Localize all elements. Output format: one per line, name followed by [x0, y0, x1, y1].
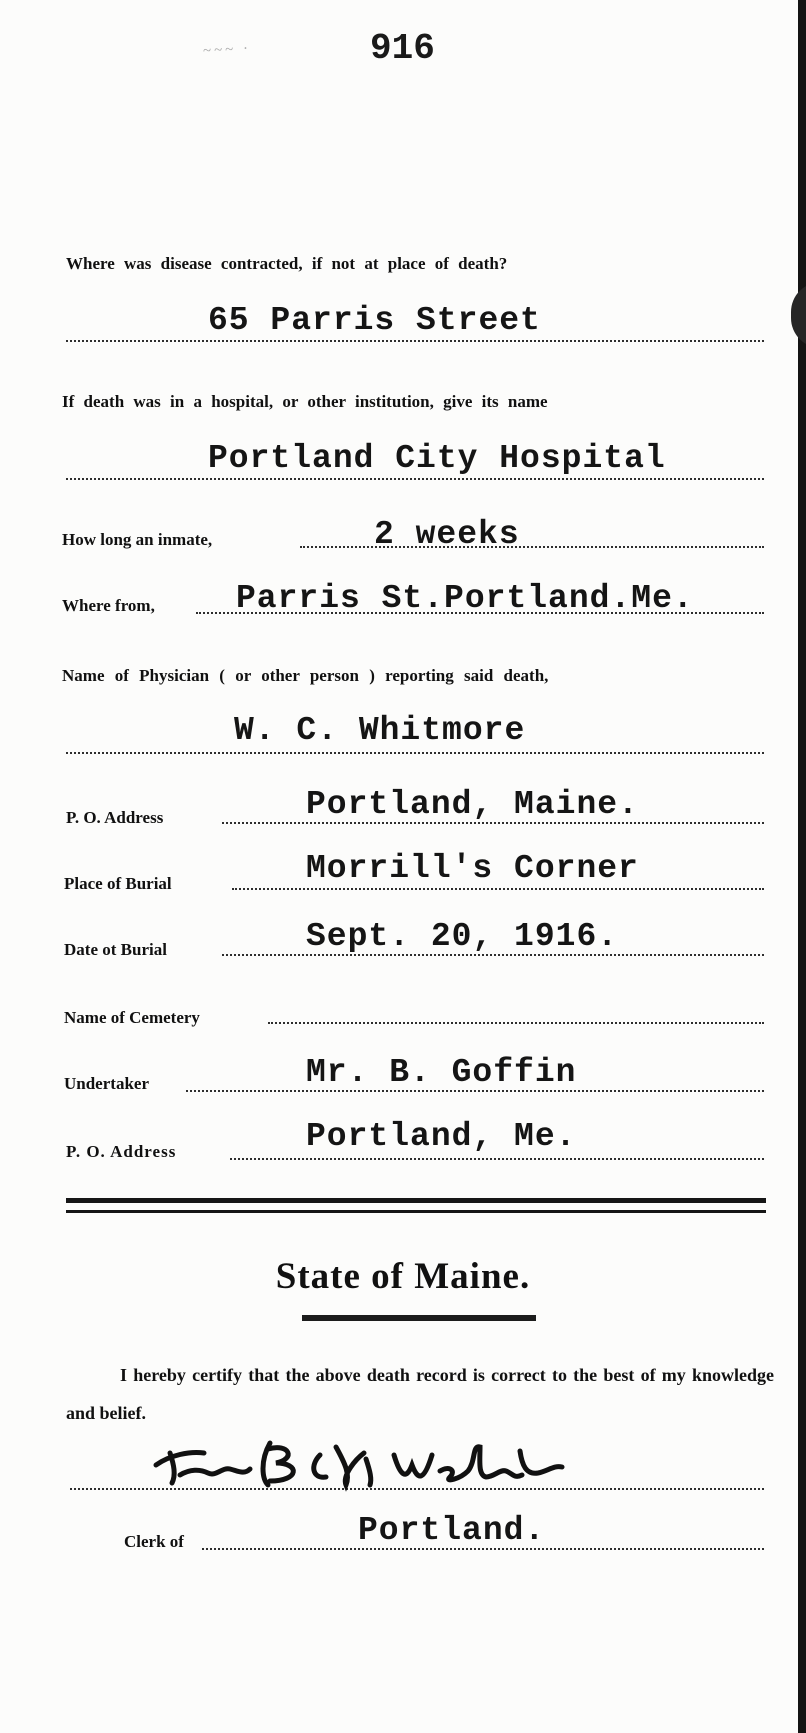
- physician-value: W. C. Whitmore: [234, 712, 526, 749]
- hospital-value: Portland City Hospital: [208, 440, 666, 477]
- hospital-label: If death was in a hospital, or other institution, give its name: [62, 392, 548, 411]
- clerk-label: Clerk of: [124, 1532, 184, 1551]
- faded-stamp-mark: ~~~ ·: [202, 40, 252, 60]
- separator-rule-top: [66, 1198, 766, 1203]
- scan-edge-border: [798, 0, 806, 1733]
- handwritten-signature: [150, 1425, 570, 1495]
- date-of-burial-label: Date ot Burial: [64, 940, 167, 959]
- disease-contracted-line: [66, 340, 764, 342]
- date-of-burial-value: Sept. 20, 1916.: [306, 918, 619, 955]
- undertaker-address-line: [230, 1158, 764, 1160]
- disease-contracted-value: 65 Parris Street: [208, 302, 541, 339]
- physician-address-value: Portland, Maine.: [306, 786, 639, 823]
- place-of-burial-label: Place of Burial: [64, 874, 172, 893]
- inmate-duration-value: 2 weeks: [374, 516, 520, 553]
- disease-contracted-label: Where was disease contracted, if not at place of death?: [66, 254, 508, 273]
- undertaker-address-value: Portland, Me.: [306, 1118, 577, 1155]
- certification-statement: I hereby certify that the above death record is correct to the best of my knowledge and belief.: [66, 1365, 774, 1423]
- physician-address-label: P. O. Address: [66, 808, 164, 827]
- hospital-line: [66, 478, 764, 480]
- cemetery-label: Name of Cemetery: [64, 1008, 200, 1027]
- cemetery-line: [268, 1022, 764, 1024]
- state-title: State of Maine.: [275, 1256, 531, 1297]
- where-from-value: Parris St.Portland.Me.: [236, 580, 694, 617]
- inmate-duration-line: [300, 546, 764, 548]
- where-from-label: Where from,: [62, 596, 155, 615]
- place-of-burial-value: Morrill's Corner: [306, 850, 639, 887]
- physician-line: [66, 752, 764, 754]
- undertaker-address-label: P. O. Address: [66, 1142, 177, 1161]
- scan-edge-shadow: [791, 282, 806, 348]
- state-title-underline: [302, 1315, 536, 1321]
- undertaker-value: Mr. B. Goffin: [306, 1054, 577, 1091]
- physician-label: Name of Physician ( or other person ) reporting said death,: [62, 666, 549, 685]
- clerk-of-value: Portland.: [358, 1512, 546, 1549]
- separator-rule-bottom: [66, 1210, 766, 1213]
- undertaker-label: Undertaker: [64, 1074, 149, 1093]
- place-of-burial-line: [232, 888, 764, 890]
- record-number: 916: [370, 28, 435, 69]
- inmate-duration-label: How long an inmate,: [62, 530, 213, 549]
